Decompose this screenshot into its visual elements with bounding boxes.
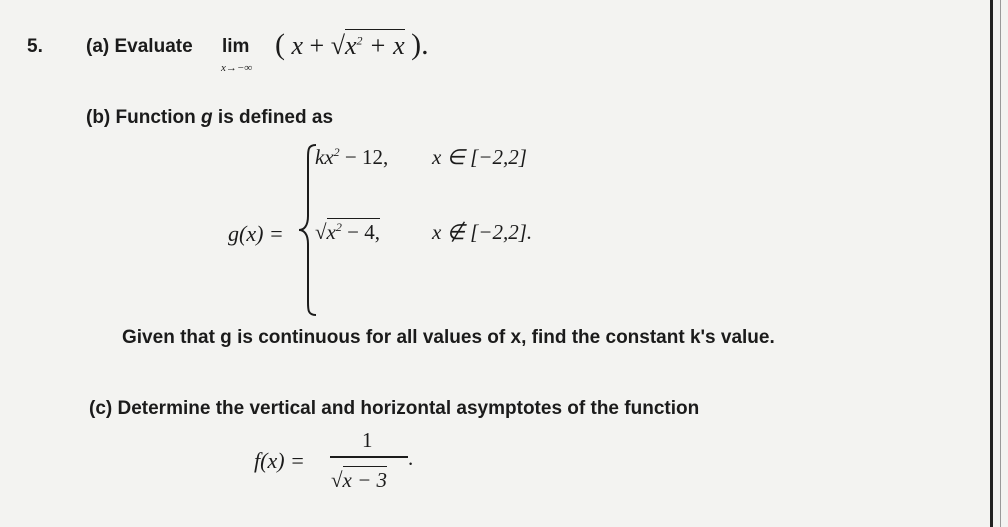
expr-plus: + — [309, 31, 325, 60]
case2-rest: − 4, — [347, 220, 380, 244]
case1-condition: x ∈ [−2,2] — [432, 145, 527, 169]
fraction-bar — [330, 456, 408, 458]
part-a-expression — [275, 28, 429, 62]
fraction-numerator: 1 — [362, 428, 373, 452]
page-edge-line — [1000, 0, 1001, 527]
case1-kx: kx — [315, 145, 334, 169]
radicand-x: x — [345, 31, 357, 60]
part-c-end: . — [408, 446, 414, 470]
part-b-rest: is defined as — [217, 107, 334, 128]
case2-radicand — [327, 218, 380, 244]
case2-exp: 2 — [335, 220, 342, 234]
part-b-intro — [86, 107, 333, 129]
radicand-exp: 2 — [356, 33, 363, 48]
lim-operator: lim — [222, 36, 250, 57]
question-number: 5. — [27, 36, 43, 57]
case1-exp: 2 — [333, 145, 340, 159]
part-b-question: Given that g is continuous for all values of x, find the constant k's value. — [122, 327, 775, 348]
part-c-lhs: f(x) = — [254, 448, 305, 473]
fraction-denominator — [331, 468, 387, 493]
expr-x: x — [291, 31, 304, 60]
open-paren: ( — [275, 28, 285, 61]
lim-subscript: x→−∞ — [221, 62, 253, 74]
case1-rest: − 12, — [344, 145, 389, 169]
close-paren: ). — [411, 28, 429, 61]
part-c-label: (c) Determine the vertical and horizontal asymptotes of the function — [89, 398, 700, 419]
case2-x: x — [326, 220, 336, 244]
case1-expression — [315, 145, 388, 170]
part-b-lhs: g(x) = — [228, 221, 284, 246]
radicand-rest: + x — [369, 31, 405, 60]
case2-expression — [315, 220, 380, 245]
sqrt-icon: √ — [330, 31, 345, 60]
page-right-border — [990, 0, 993, 527]
sqrt-icon: √ — [331, 468, 343, 492]
part-b-var: g — [201, 107, 213, 128]
part-b-label: (b) Function — [86, 107, 196, 128]
sqrt-icon: √ — [315, 220, 327, 244]
case2-condition: x ∉ [−2,2]. — [432, 220, 533, 244]
part-a-label: (a) Evaluate — [86, 36, 193, 57]
sqrt-radicand — [345, 29, 405, 60]
denominator-radicand: x − 3 — [342, 468, 388, 492]
